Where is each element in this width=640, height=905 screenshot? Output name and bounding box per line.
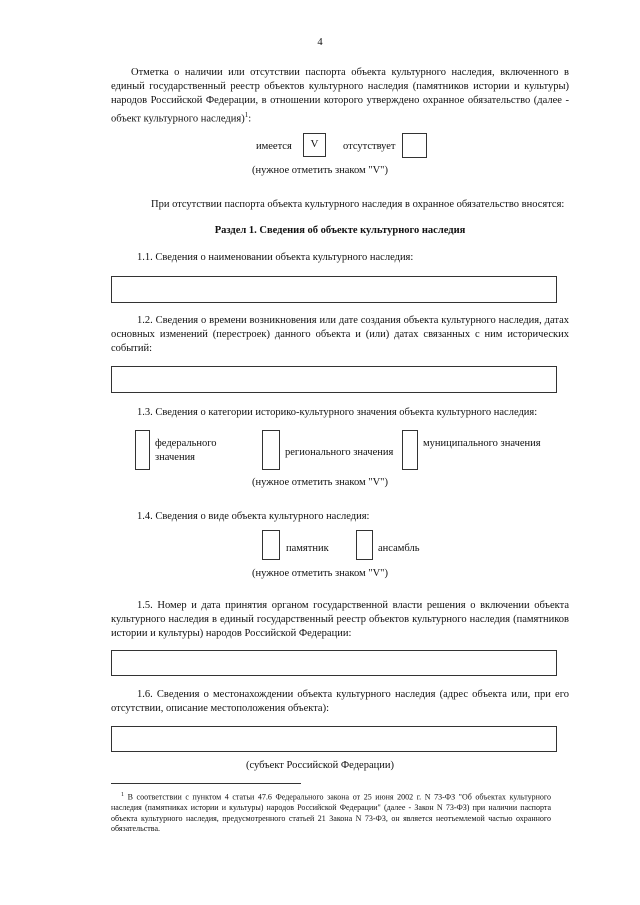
q14-hint: (нужное отметить знаком "V")	[252, 568, 388, 579]
footnote-text: В соответствии с пунктом 4 статьи 47.6 Федерального закона от 25 июня 2002 г. N 73-ФЗ "Об объектах культурного наследия (памятниках истории и культуры) народов Российской Федерации" (далее - Закон N 73-ФЗ) при наличии паспорта объекта культурного наследия, предусмотренного статьей 21 Закона N 73-ФЗ, он является неотъемлемой частью охранного обязательства.	[111, 792, 551, 834]
q13-regional-checkbox[interactable]	[262, 430, 280, 470]
q15-label: 1.5. Номер и дата принятия органом государственной власти решения о включении объекта культурного наследия в единый государственный реестр объектов культурного наследия (памятников истории и культуры) народов Российской Федерации:	[111, 600, 569, 639]
no-passport-text: При отсутствии паспорта объекта культурного наследия в охранное обязательство вносятся:	[151, 199, 565, 210]
passport-no-label: отсутствует	[343, 141, 396, 152]
passport-hint: (нужное отметить знаком "V")	[252, 165, 388, 176]
q16-caption: (субъект Российской Федерации)	[246, 760, 394, 771]
q12-field[interactable]	[111, 366, 557, 393]
footnote	[111, 790, 551, 835]
footnote-divider	[111, 783, 301, 784]
q13-federal-checkbox[interactable]	[135, 430, 150, 470]
q13-municipal-label: муниципального значения	[423, 438, 541, 449]
q13-hint: (нужное отметить знаком "V")	[252, 477, 388, 488]
section-title: Раздел 1. Сведения об объекте культурного наследия	[214, 225, 466, 236]
intro-paragraph	[111, 66, 569, 127]
footnote-ref: 1	[244, 111, 249, 119]
page-number: 4	[317, 37, 323, 48]
q14-label: 1.4. Сведения о виде объекта культурного наследия:	[137, 511, 370, 522]
q15-field[interactable]	[111, 650, 557, 676]
passport-no-checkbox[interactable]	[402, 133, 427, 158]
intro-colon: :	[248, 113, 252, 125]
q13-label: 1.3. Сведения о категории историко-культурного значения объекта культурного наследия:	[137, 407, 538, 418]
passport-yes-checkbox[interactable]: V	[303, 133, 326, 157]
q14-ensemble-checkbox[interactable]	[356, 530, 373, 560]
q13-federal-label: федерального значения	[155, 438, 217, 463]
q13-municipal-checkbox[interactable]	[402, 430, 418, 470]
q11-field[interactable]	[111, 276, 557, 303]
q14-ensemble-label: ансамбль	[378, 543, 420, 554]
q16-field[interactable]	[111, 726, 557, 752]
intro-text: Отметка о наличии или отсутствии паспорта объекта культурного наследия, включенного в единый государственный реестр объектов культурного наследия (памятников истории и культуры) народов Российской Федерации, в отношении которого утверждено охранное обязательство (далее - объект культурного наследия)	[111, 67, 569, 125]
q16-label: 1.6. Сведения о местонахождении объекта культурного наследия (адрес объекта или, при его отсутствии, описание местоположения объекта):	[111, 689, 569, 714]
footnote-number: 1	[121, 792, 124, 798]
passport-yes-label: имеется	[256, 141, 292, 152]
q13-regional-label: регионального значения	[285, 447, 394, 458]
q14-monument-label: памятник	[286, 543, 329, 554]
q12-label: 1.2. Сведения о времени возникновения или дате создания объекта культурного наследия, датах основных изменений (перестроек) данного объекта и (или) датах связанных с ним исторических событий:	[111, 315, 569, 354]
q14-monument-checkbox[interactable]	[262, 530, 280, 560]
q11-label: 1.1. Сведения о наименовании объекта культурного наследия:	[137, 252, 414, 263]
